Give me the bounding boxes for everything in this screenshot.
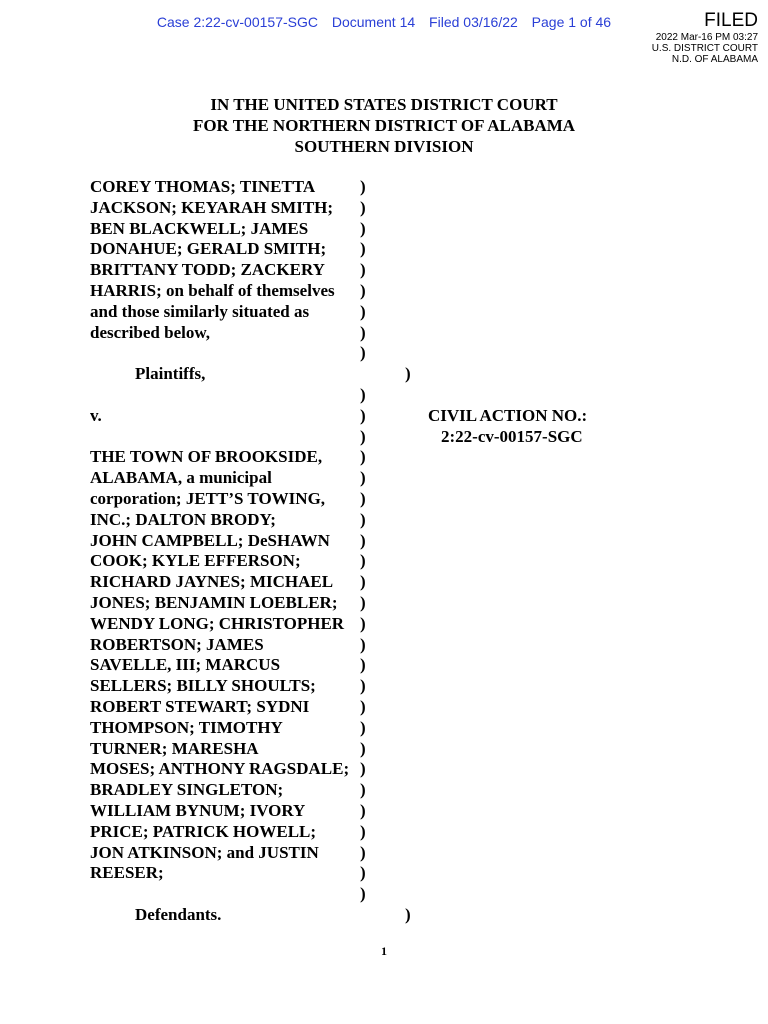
caption-party-text: COREY THOMAS; TINETTA [90, 177, 316, 196]
caption-row [90, 863, 425, 884]
caption-party-text: ROBERTSON; JAMES [90, 634, 264, 654]
caption-paren: ) [360, 468, 366, 488]
caption-paren: ) [360, 280, 366, 300]
caption-paren: ) [360, 551, 366, 571]
caption-paren: ) [360, 260, 366, 280]
caption-party-text [90, 343, 360, 364]
case-number: Case 2:22-cv-00157-SGC [156, 14, 318, 30]
caption-row [90, 822, 425, 843]
caption-party-text: PRICE; PATRICK HOWELL; [90, 821, 317, 841]
caption-row [90, 593, 425, 614]
caption-paren: ) [360, 863, 366, 883]
caption-paren: ) [360, 301, 366, 321]
caption-row [90, 447, 425, 468]
caption-paren: ) [360, 613, 366, 633]
caption-row [90, 843, 425, 864]
caption-party-text [90, 884, 360, 905]
caption-party-text: JONES; BENJAMIN LOEBLER; [90, 592, 338, 612]
civil-action-block [428, 406, 587, 448]
caption-row [90, 905, 425, 926]
caption-paren: ) [360, 509, 366, 529]
caption-party-text: SELLERS; BILLY SHOULTS; [90, 676, 316, 696]
caption-row [90, 406, 425, 427]
caption-party-text: corporation; JETT’S TOWING, [90, 488, 326, 508]
caption-paren: ) [360, 696, 366, 716]
caption-party-text: BRADLEY SINGLETON; [90, 780, 284, 800]
caption-party-text: HARRIS; on behalf of themselves [90, 280, 335, 300]
caption-paren: ) [405, 904, 411, 924]
caption-party-text: ROBERT STEWART; SYDNI [90, 696, 310, 716]
caption-paren: ) [360, 322, 366, 342]
caption-party-text: INC.; DALTON BRODY; [90, 509, 276, 529]
caption-paren: ) [360, 405, 366, 425]
caption-row [90, 198, 425, 219]
caption-row [90, 697, 425, 718]
caption-paren: ) [360, 780, 366, 800]
civil-action-label: CIVIL ACTION NO.: [428, 406, 588, 425]
filed-date: Filed 03/16/22 [429, 14, 518, 30]
caption-paren: ) [360, 821, 366, 841]
caption-paren: ) [360, 842, 366, 862]
caption-paren: ) [360, 572, 366, 592]
caption-party-text: DONAHUE; GERALD SMITH; [90, 239, 327, 259]
page-indicator: Page 1 of 46 [531, 14, 612, 30]
caption-row [90, 780, 425, 801]
caption-party-text: MOSES; ANTHONY RAGSDALE; [90, 759, 350, 779]
court-title [0, 94, 768, 157]
caption-paren: ) [360, 343, 366, 363]
caption-paren: ) [405, 364, 411, 384]
caption-party-text: and those similarly situated as [90, 301, 310, 321]
caption-paren: ) [360, 447, 366, 467]
caption-row [90, 323, 425, 344]
caption-row [90, 655, 425, 676]
caption-party-text: THOMPSON; TIMOTHY [90, 717, 283, 737]
caption-paren: ) [360, 177, 366, 196]
caption-party-text: COOK; KYLE EFFERSON; [90, 551, 301, 571]
caption-paren: ) [360, 884, 366, 904]
caption-paren: ) [360, 800, 366, 820]
page-number: 1 [381, 944, 387, 958]
caption-paren: ) [360, 239, 366, 259]
caption-paren: ) [360, 592, 366, 612]
caption-party-text: Defendants. [135, 904, 222, 924]
court-title-line-3: SOUTHERN DIVISION [294, 137, 474, 156]
caption-row [90, 468, 425, 489]
caption-paren: ) [360, 426, 366, 446]
caption-paren: ) [360, 384, 366, 404]
caption-paren: ) [360, 676, 366, 696]
caption-party-text: JON ATKINSON; and JUSTIN [90, 842, 319, 862]
caption-party-text: TURNER; MARESHA [90, 738, 259, 758]
document-number: Document 14 [331, 14, 416, 30]
caption-row [90, 510, 425, 531]
caption-party-text: RICHARD JAYNES; MICHAEL [90, 572, 334, 592]
caption-paren: ) [360, 488, 366, 508]
caption-row [90, 489, 425, 510]
caption-paren: ) [360, 738, 366, 758]
filed-stamp-datetime: 2022 Mar-16 PM 03:27 [655, 32, 758, 43]
caption-row [90, 343, 425, 364]
caption-row [90, 385, 425, 406]
caption-party-text: WENDY LONG; CHRISTOPHER [90, 613, 345, 633]
caption-party-text: Plaintiffs, [135, 364, 206, 384]
filed-stamp-title: FILED [704, 10, 758, 31]
caption-party-text: v. [90, 405, 102, 425]
caption-party-text: described below, [90, 322, 210, 342]
caption-row [90, 239, 425, 260]
caption-row [90, 739, 425, 760]
caption-party-text [90, 427, 360, 448]
caption-party-text: BRITTANY TODD; ZACKERY [90, 260, 325, 280]
caption-paren: ) [360, 759, 366, 779]
caption-row [90, 219, 425, 240]
filed-stamp [652, 10, 758, 65]
caption-row [90, 718, 425, 739]
caption-row [90, 427, 425, 448]
caption-row [90, 551, 425, 572]
caption-paren: ) [360, 717, 366, 737]
caption-party-text: JACKSON; KEYARAH SMITH; [90, 197, 334, 217]
caption-paren: ) [360, 634, 366, 654]
caption-row [90, 281, 425, 302]
caption-row [90, 572, 425, 593]
caption-row [90, 635, 425, 656]
caption-paren: ) [360, 197, 366, 217]
caption-paren: ) [360, 218, 366, 238]
caption-row [90, 676, 425, 697]
case-caption [90, 177, 425, 926]
caption-paren: ) [360, 530, 366, 550]
caption-party-text: SAVELLE, III; MARCUS [90, 655, 281, 675]
civil-action-number: 2:22-cv-00157-SGC [441, 426, 583, 446]
caption-row [90, 364, 425, 385]
caption-row [90, 302, 425, 323]
caption-row [90, 177, 425, 198]
caption-row [90, 614, 425, 635]
caption-party-text: BEN BLACKWELL; JAMES [90, 218, 309, 238]
filed-stamp-district: N.D. OF ALABAMA [671, 54, 758, 65]
caption-row [90, 884, 425, 905]
caption-party-text: WILLIAM BYNUM; IVORY [90, 800, 306, 820]
caption-row [90, 801, 425, 822]
caption-party-text [90, 385, 360, 406]
court-title-line-2: FOR THE NORTHERN DISTRICT OF ALABAMA [192, 116, 576, 135]
caption-row [90, 260, 425, 281]
caption-party-text: JOHN CAMPBELL; DeSHAWN [90, 530, 330, 550]
filed-stamp-court: U.S. DISTRICT COURT [651, 43, 758, 54]
caption-party-text: ALABAMA, a municipal [90, 468, 272, 488]
caption-party-text: THE TOWN OF BROOKSIDE, [90, 447, 323, 467]
caption-row [90, 759, 425, 780]
court-title-line-1: IN THE UNITED STATES DISTRICT COURT [210, 95, 558, 114]
caption-paren: ) [360, 655, 366, 675]
caption-row [90, 531, 425, 552]
caption-party-text: REESER; [90, 863, 164, 883]
